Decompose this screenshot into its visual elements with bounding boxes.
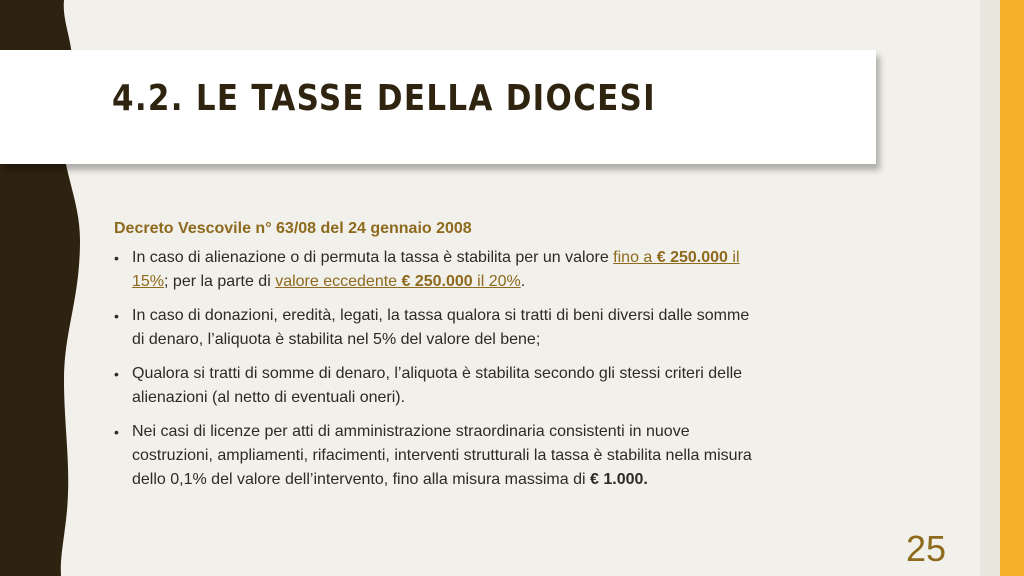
slide-title: 4.2. LE TASSE DELLA DIOCESI <box>112 78 656 119</box>
link-rate: il 20% <box>472 273 521 290</box>
right-accent-stripe <box>1000 0 1024 576</box>
bullet-text: Nei casi di licenze per atti di amministrazione straordinaria consistenti in nuove costruzioni, ampliamenti, rifacimenti, interventi strutturali la tassa è stabilita nella misura dello 0,1% del valore dell’intervento, fino alla misura massima di <box>132 423 752 488</box>
bullet-list <box>114 246 764 492</box>
bullet-dot: • <box>114 308 119 324</box>
bullet-dot: • <box>114 366 119 382</box>
link-text: fino a <box>613 249 657 266</box>
link-rate: il 15% <box>132 249 740 290</box>
bullet-text: In caso di donazioni, eredità, legati, la tassa qualora si tratti di beni diversi dalle somme di denaro, l’aliquota è stabilita nel 5% del valore del bene; <box>132 307 750 348</box>
link-amount: € 250.000 <box>656 249 728 266</box>
bullet-item <box>114 420 764 492</box>
right-pale-stripe <box>980 0 1000 576</box>
bullet-text: ; per la parte di <box>164 273 276 290</box>
bullet-text: . <box>520 273 526 290</box>
bullet-text: In caso di alienazione o di permuta la tassa è stabilita per un valore <box>132 249 614 266</box>
link-amount: € 250.000 <box>401 273 473 290</box>
bullet-dot: • <box>114 250 119 266</box>
link-text: valore eccedente <box>275 273 402 290</box>
decree-subtitle: Decreto Vescovile n° 63/08 del 24 gennaio 2008 <box>114 220 472 237</box>
bullet-item <box>114 246 764 294</box>
max-amount: € 1.000. <box>590 471 648 488</box>
excess-value-link[interactable] <box>275 273 521 290</box>
bullet-item <box>114 304 764 352</box>
bullet-item <box>114 362 764 410</box>
slide-content <box>114 220 764 502</box>
bullet-text: Qualora si tratti di somme di denaro, l’aliquota è stabilita secondo gli stessi criteri delle alienazioni (al netto di eventuali oneri). <box>132 365 743 406</box>
page-number: 25 <box>906 528 947 569</box>
bullet-dot: • <box>114 424 119 440</box>
